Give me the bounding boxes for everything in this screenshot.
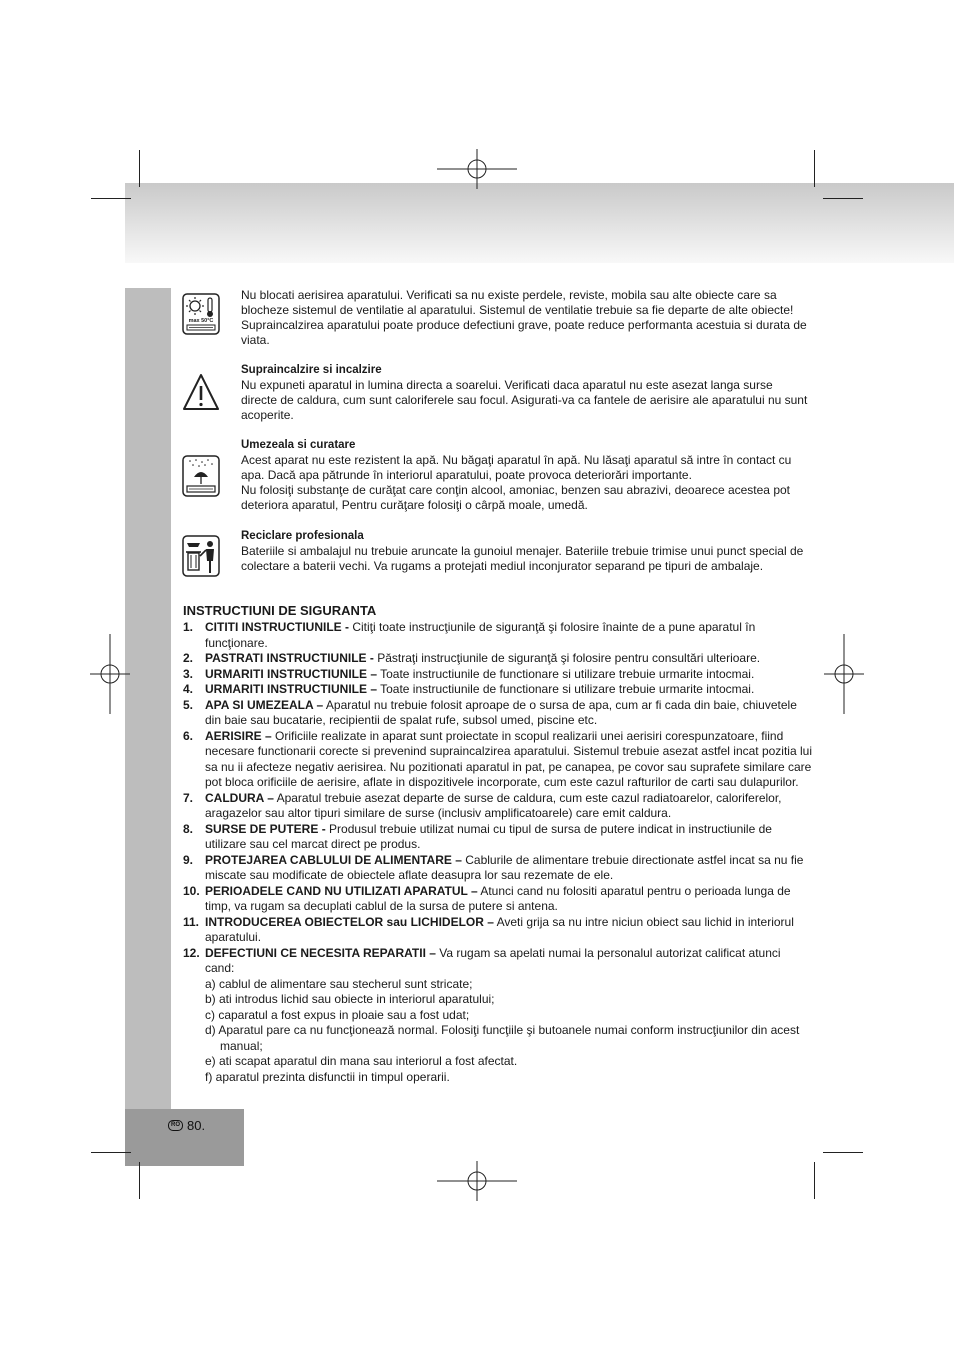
header-band xyxy=(125,183,954,263)
sub-item: a) cablul de alimentare sau stecherul sunt stricate; xyxy=(205,976,473,991)
item-text: Produsul trebuie utilizat numai cu tipul de sursa de putere indicat in instructiunile de utilizare sau cel marcat direct pe produs. xyxy=(205,821,772,851)
section-text: Nu blocati aerisirea aparatului. Verificati sa nu existe perdele, reviste, mobila sau alte obiecte care sa blocheze sistemul de ventilatie al aparatului. Sistemul de ventilatie trebuie sa fie departe de alte obiecte! Supraincalzirea aparatului poate produce defectiuni grave, poate reduce performanta acestuia si durata de viata. xyxy=(241,288,807,347)
item-text: Toate instructiunile de functionare si utilizare trebuie urmarite intocmai. xyxy=(377,682,755,696)
item-number: 4. xyxy=(183,682,194,696)
item-number: 1. xyxy=(183,620,194,634)
list-item xyxy=(183,822,813,853)
crop-mark xyxy=(823,1152,863,1153)
item-heading: DEFECTIUNI CE NECESITA REPARATII – xyxy=(205,945,436,960)
item-number: 9. xyxy=(183,852,194,867)
item-heading: CALDURA – xyxy=(205,790,274,805)
list-item xyxy=(183,651,813,667)
item-heading: URMARITI INSTRUCTIUNILE – xyxy=(205,666,377,681)
section-heading: Umezeala si curatare xyxy=(241,439,356,451)
item-text: Citiţi toate instrucţiunile de siguranţă şi folosire înainte de a pune aparatul în funcţionare. xyxy=(205,620,756,650)
item-heading: PERIOADELE CAND NU UTILIZATI APARATUL – xyxy=(205,883,478,898)
list-item xyxy=(183,729,813,791)
item-heading: AERISIRE – xyxy=(205,728,272,743)
crop-mark xyxy=(91,198,131,199)
item-number: 2. xyxy=(183,651,194,665)
temperature-max-icon xyxy=(182,293,220,335)
item-number: 12. xyxy=(183,945,200,960)
item-number: 11. xyxy=(183,914,200,929)
umbrella-rain-icon xyxy=(182,455,220,497)
sub-item: e) ati scapat aparatul din mana sau interiorul a fost afectat. xyxy=(205,1054,518,1068)
section-text: Acest aparat nu este rezistent la apă. Nu băgaţi aparatul în apă. Nu lăsaţi aparatul să intre în contact cu apa. Dacă apa pătrunde în interiorul aparatului, poate provoca deteriorări importante. xyxy=(241,453,792,482)
item-number: 3. xyxy=(183,666,194,681)
item-text: Aparatul nu trebuie folosit aproape de o sursa de apa, cum ar fi cada din baie, chiuvetele din baie sau bucatarie, recipientii de spalat rufe, subsol umed, piscine etc. xyxy=(205,697,797,727)
registration-mark-icon xyxy=(824,634,864,714)
section-text: Nu expuneti aparatul in lumina directa a soarelui. Verificati daca aparatul nu este asezat langa surse directe de caldura, cum sunt caloriferele sau focul. Asigurati-va ca fantele de aerisire ale aparatului nu sunt acoperite. xyxy=(241,378,808,422)
item-heading: SURSE DE PUTERE - xyxy=(205,821,326,836)
sub-item: d) Aparatul pare ca nu funcţionează normal. Folosiţi funcţiile şi butoanele numai conform instrucţiunilor din acest manual; xyxy=(205,1023,800,1053)
item-heading: CITITI INSTRUCTIUNILE - xyxy=(205,620,349,634)
warning-triangle-icon xyxy=(182,371,220,413)
language-badge: RO xyxy=(168,1120,183,1131)
crop-mark xyxy=(139,150,140,187)
item-heading: PASTRATI INSTRUCTIUNILE - xyxy=(205,651,374,665)
section-humidity xyxy=(241,438,811,513)
registration-mark-icon xyxy=(437,1161,517,1201)
page-footer xyxy=(168,1118,205,1133)
section-ventilation xyxy=(241,288,811,348)
item-text: Toate instructiunile de functionare si utilizare trebuie urmarite intocmai. xyxy=(377,666,755,681)
section-overheating xyxy=(241,363,811,423)
sub-item: b) ati introdus lichid sau obiecte in interiorul aparatului; xyxy=(205,992,495,1006)
registration-mark-icon xyxy=(437,149,517,189)
list-item xyxy=(183,791,813,822)
crop-mark xyxy=(91,1152,131,1153)
item-text: Va rugam sa apelati numai la personalul autorizat calificat atunci cand: xyxy=(205,945,781,975)
safety-title: INSTRUCTIUNI DE SIGURANTA xyxy=(183,603,377,618)
registration-mark-icon xyxy=(90,634,130,714)
item-text: Aparatul trebuie asezat departe de surse de caldura, cum este cazul radiatoarelor, caloriferelor, aragazelor sau altor tipuri similare de surse (inclusiv amplificatoarele) care emit caldura. xyxy=(205,790,782,820)
list-item xyxy=(183,884,813,915)
crop-mark xyxy=(823,198,863,199)
item-text: Atunci cand nu folositi aparatul pentru o perioada lunga de timp, va rugam sa decuplati cablul de la sursa de putere si antena. xyxy=(205,883,791,913)
list-item xyxy=(183,682,813,698)
item-number: 10. xyxy=(183,883,200,898)
crop-mark xyxy=(139,1162,140,1199)
item-heading: APA SI UMEZEALA – xyxy=(205,697,324,712)
recycling-bin-icon xyxy=(182,535,220,577)
item-text: Aveti grija sa nu intre niciun obiect sau lichid in interiorul aparatului. xyxy=(205,914,794,944)
section-text: Bateriile si ambalajul nu trebuie aruncate la gunoiul menajer. Bateriile trebuie trimise unui punct special de colectare a baterii vechi. Va rugams a protejati mediul inconjurator separand pe tipuri de ambalaje. xyxy=(241,544,804,573)
item-number: 6. xyxy=(183,728,194,743)
item-heading: URMARITI INSTRUCTIUNILE – xyxy=(205,682,377,696)
sub-item: f) aparatul prezinta disfunctii in timpul operarii. xyxy=(205,1069,450,1084)
list-item xyxy=(183,620,813,651)
item-text: Cablurile de alimentare trebuie directionate astfel incat sa nu fie miscate sau modificate de obiectele aflate deasupra lor sau rezemate de ele. xyxy=(205,852,804,882)
section-recycling xyxy=(241,529,811,574)
item-number: 5. xyxy=(183,697,194,712)
crop-mark xyxy=(814,150,815,187)
item-text: Păstraţi instrucţiunile de siguranţă şi folosire pentru consultări ulterioare. xyxy=(373,651,761,665)
section-heading: Reciclare profesionala xyxy=(241,530,364,542)
side-strip xyxy=(125,288,171,1109)
list-item xyxy=(183,915,813,946)
list-item xyxy=(183,853,813,884)
item-number: 8. xyxy=(183,821,194,836)
safety-instructions xyxy=(183,603,813,1085)
list-item xyxy=(183,946,813,977)
item-number: 7. xyxy=(183,790,194,805)
section-text-secondary: Nu folosiţi substanţe de curăţat care conţin alcool, amoniac, benzen sau abrazivi, deoarece acestea pot deteriora aparatul, Pentru curăţare folosiţi o cârpă moale, umedă. xyxy=(241,483,790,512)
page-number: 80. xyxy=(187,1118,206,1133)
item-heading: PROTEJAREA CABLULUI DE ALIMENTARE – xyxy=(205,852,462,867)
crop-mark xyxy=(814,1162,815,1199)
list-item xyxy=(183,698,813,729)
list-item xyxy=(183,667,813,683)
section-heading: Supraincalzire si incalzire xyxy=(241,364,382,376)
item-text: Orificiile realizate in aparat sunt proiectate in scopul realizarii unei aerisiri corespunzatoare, fiind necesare functionarii corecte si prevenind supraincalzirea aparatului. Sistemul trebuie asezat astfel incat pozitia lui sa nu ii afecteze negativ aerisirea. Nu pozitionati aparatul in pat, pe canapea, pe covor sau suprafete similare care pot bloca orificiile de aerisire, aflate in dispozitivele incorporate, cum este cazul rafturilor de carti sau dulapurilor. xyxy=(205,728,812,789)
sub-item: c) caparatul a fost expus in ploaie sau a fost udat; xyxy=(205,1007,470,1022)
item-heading: INTRODUCEREA OBIECTELOR sau LICHIDELOR – xyxy=(205,914,494,929)
icon-max-label: max 50°C xyxy=(188,318,214,324)
